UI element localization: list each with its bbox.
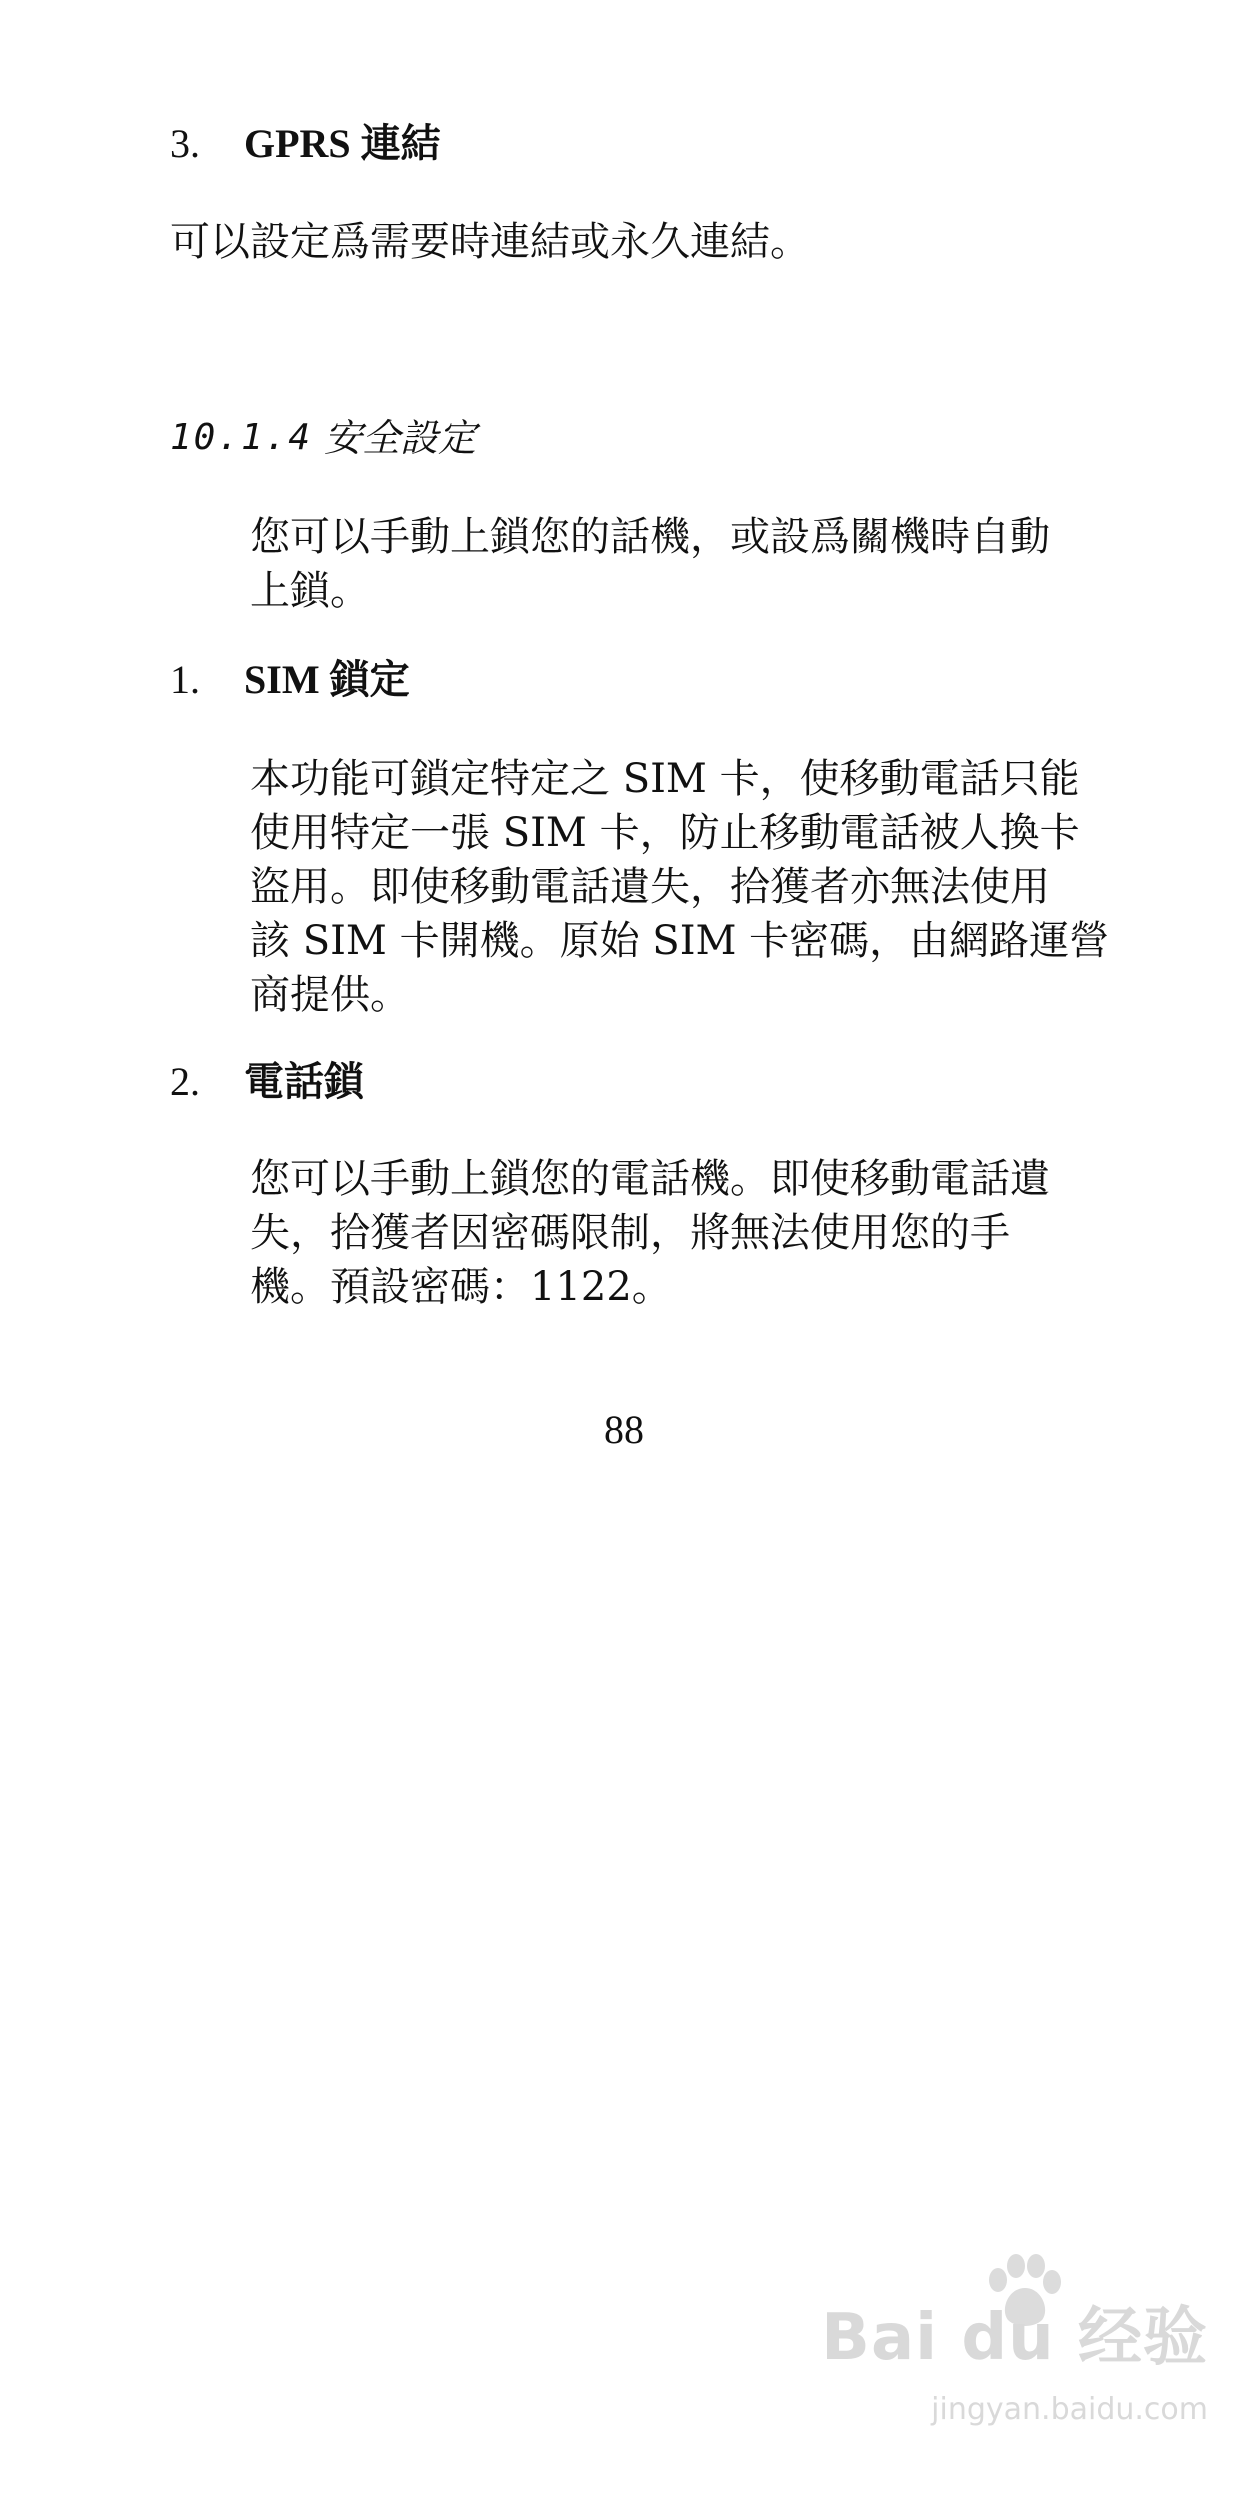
section-number: 10.1.4 (170, 417, 313, 458)
sim-lock-description (250, 752, 1150, 1022)
sim-lock-line: 本功能可鎖定特定之 SIM 卡，使移動電話只能 (250, 756, 1080, 802)
phone-lock-line: 機。預設密碼：1122。 (250, 1264, 672, 1310)
phone-lock-description (250, 1152, 1150, 1314)
phone-lock-line: 失，拾獲者因密碼限制，將無法使用您的手 (250, 1210, 1010, 1256)
gprs-title: GPRS 連結 (244, 121, 441, 166)
gprs-description: 可以設定爲需要時連結或永久連結。 (170, 219, 810, 265)
sim-lock-line: 商提供。 (250, 972, 410, 1018)
sim-lock-number: 1. (170, 657, 200, 702)
sim-lock-line: 盜用。即使移動電話遺失，拾獲者亦無法使用 (250, 864, 1050, 910)
gprs-number: 3. (170, 121, 200, 166)
sim-lock-line: 該 SIM 卡開機。原始 SIM 卡密碼，由網路運營 (250, 918, 1110, 964)
section-intro-line: 您可以手動上鎖您的話機，或設爲關機時自動 (250, 514, 1050, 560)
section-intro-line: 上鎖。 (250, 568, 370, 614)
section-intro (250, 510, 1150, 618)
watermark-logo-text: Bai du 经验 (821, 2301, 1208, 2375)
watermark-url: jingyan.baidu.com (931, 2392, 1208, 2427)
page-number: 88 (604, 1407, 644, 1452)
baidu-jingyan-watermark (821, 2298, 1208, 2468)
phone-lock-title: 電話鎖 (244, 1059, 364, 1104)
phone-lock-line: 您可以手動上鎖您的電話機。即使移動電話遺 (250, 1156, 1050, 1202)
sim-lock-title: SIM 鎖定 (244, 657, 410, 702)
phone-lock-number: 2. (170, 1059, 200, 1104)
section-title: 安全設定 (324, 416, 477, 460)
sim-lock-line: 使用特定一張 SIM 卡，防止移動電話被人換卡 (250, 810, 1080, 856)
